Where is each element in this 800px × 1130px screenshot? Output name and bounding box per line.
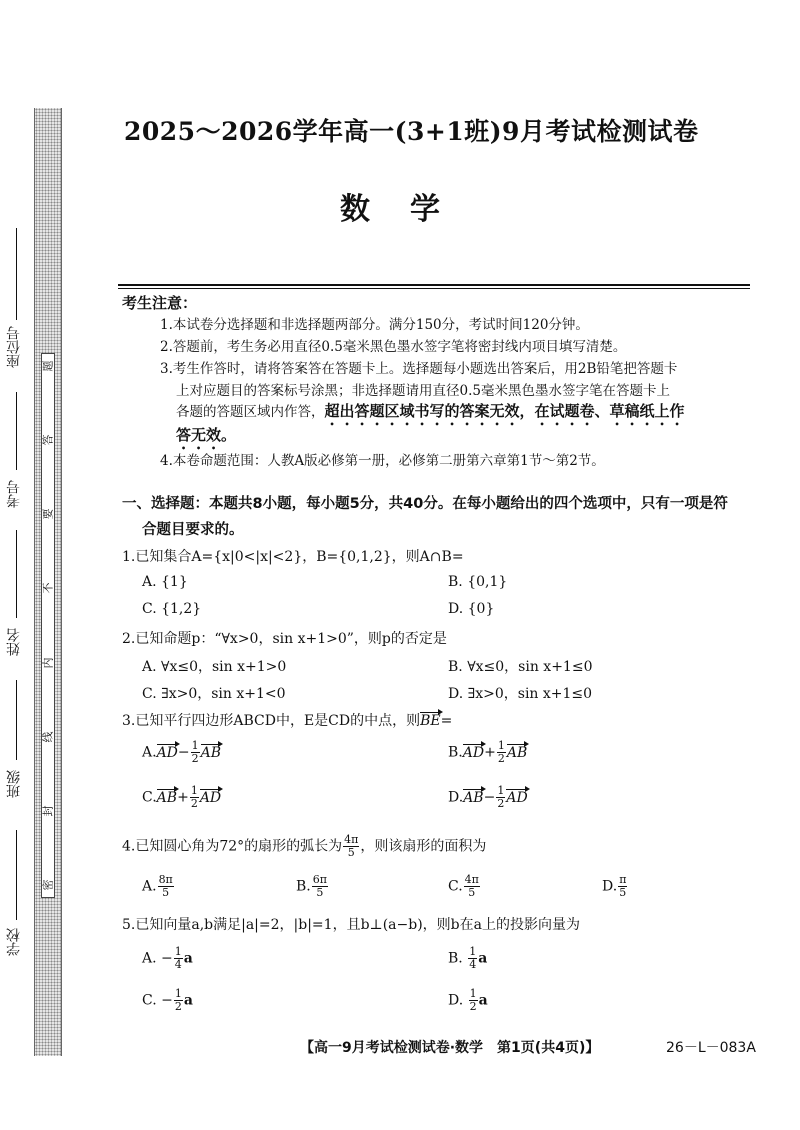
question-2-stem: 2.已知命题p：“∀x>0，sin x+1>0”，则p的否定是 (122, 631, 447, 647)
school-line (16, 830, 17, 920)
section-heading: 一、选择题：本题共8小题，每小题5分，共40分。在每小题给出的四个选项中，只有一项是符 (122, 496, 728, 512)
q3-a-fraction (191, 740, 200, 765)
exam-no-label: 考号 (6, 480, 22, 508)
q3-d-operator: − (483, 789, 496, 806)
notice-item-3-line2: 上对应题目的答案标号涂黑；非选择题请用直径0.5毫米黑色墨水签字笔在答题卡上 (176, 383, 670, 399)
q3-d-num: 1 (497, 784, 505, 797)
seal-char: 密 (41, 879, 54, 891)
q5-b-var: a (478, 950, 488, 967)
seal-char: 内 (41, 657, 54, 669)
q4-a-label: A. (142, 878, 157, 895)
q3-a-operator: − (177, 744, 190, 761)
name-line (16, 530, 17, 618)
question-5-stem: 5.已知向量a,b满足|a|=2，|b|=1，且b⊥(a−b)，则b在a上的投影向量为 (122, 917, 580, 933)
question-3-stem (122, 710, 752, 730)
q5-c-var: a (183, 992, 193, 1009)
q3-d-fraction (496, 785, 505, 810)
q5-d-num: 1 (469, 987, 477, 1000)
q4-b-label: B. (296, 878, 311, 895)
q3-b-label: B. (448, 744, 463, 761)
q3-option-c (142, 785, 221, 810)
q3-a-den: 2 (191, 752, 199, 765)
q3-a-label: A. (142, 744, 157, 761)
seal-char: 答 (41, 434, 54, 446)
q5-a-den: 4 (174, 958, 182, 971)
q3-a-vector-1: AD (156, 744, 178, 761)
class-label: 班级 (6, 770, 22, 798)
q1-option-a: A. {1} (142, 574, 188, 590)
notice-title: 考生注意： (122, 294, 198, 312)
exam-title: 2025～2026学年高一(3+1班)9月考试检测试卷 (124, 117, 699, 146)
seal-char: 题 (41, 360, 54, 372)
q4-b-fraction (312, 874, 328, 899)
q4-stem-den: 5 (347, 846, 355, 859)
q5-b-den: 4 (469, 958, 477, 971)
q3-vector-be: BE (420, 713, 441, 729)
q5-option-c (142, 988, 193, 1013)
q4-option-a (142, 874, 175, 899)
q5-c-den: 2 (174, 1000, 182, 1013)
q4-stem-text: 4.已知圆心角为72°的扇形的弧长为 (122, 838, 343, 855)
q4-a-den: 5 (162, 886, 170, 899)
q3-d-den: 2 (497, 797, 505, 810)
q3-option-b (448, 740, 527, 765)
q5-a-label: A. (142, 950, 157, 967)
q4-stem-fraction (343, 834, 359, 859)
q2-option-a: A. ∀x≤0，sin x+1>0 (142, 659, 287, 675)
notice-item-3-line4: 答无效。 (176, 426, 237, 444)
seal-char: 线 (41, 731, 54, 743)
q4-option-d (602, 874, 628, 899)
q3-b-vector-2: AB (506, 744, 528, 761)
seal-char: 要 (41, 508, 54, 520)
seat-label: 座位号 (6, 326, 22, 368)
seal-strip (34, 108, 62, 1056)
q5-option-b (448, 946, 487, 971)
notice-item-3-plain: 各题的答题区域内作答， (176, 404, 325, 420)
q4-stem-end: ，则该扇形的面积为 (360, 838, 487, 855)
q5-b-label: B. (448, 950, 463, 967)
q4-d-fraction (618, 874, 627, 899)
q3-c-fraction (190, 785, 199, 810)
q2-option-d: D. ∃x>0，sin x+1≤0 (448, 686, 593, 702)
q5-c-num: 1 (174, 987, 182, 1000)
q5-a-num: 1 (174, 945, 182, 958)
notice-item-4: 4.本卷命题范围：人教A版必修第一册，必修第二册第六章第1节～第2节。 (160, 453, 605, 469)
q3-d-vector-1: AB (463, 789, 484, 806)
question-1-stem: 1.已知集合A={x|0<|x|<2}，B={0,1,2}，则A∩B= (122, 549, 464, 565)
notice-item-3-line1: 3.考生作答时，请将答案答在答题卡上。选择题每小题选出答案后，用2B铅笔把答题卡 (160, 361, 678, 377)
q4-c-fraction (464, 874, 480, 899)
q3-stem-text: 3.已知平行四边形ABCD中，E是CD的中点，则 (122, 713, 421, 729)
q5-b-fraction (468, 946, 477, 971)
q3-stem-end: = (440, 713, 453, 729)
binding-margin (0, 0, 34, 1130)
q4-c-label: C. (448, 878, 463, 895)
question-4-stem (122, 834, 752, 859)
q5-c-label: C. (142, 992, 157, 1009)
school-label: 学校 (6, 928, 22, 956)
q3-c-label: C. (142, 789, 157, 806)
q3-d-vector-2: AD (506, 789, 528, 806)
q5-d-label: D. (448, 992, 464, 1009)
q5-option-a (142, 946, 193, 971)
q3-b-num: 1 (497, 739, 505, 752)
q5-d-fraction (469, 988, 478, 1013)
q3-c-operator: + (177, 789, 189, 806)
q5-d-var: a (478, 992, 488, 1009)
exam-no-line (16, 392, 17, 470)
q3-b-fraction (497, 740, 506, 765)
q3-c-vector-2: AD (199, 789, 222, 806)
q3-c-num: 1 (190, 784, 198, 797)
q5-c-sign: − (161, 992, 173, 1009)
class-line (16, 680, 17, 760)
notice-item-1: 1.本试卷分选择题和非选择题两部分。满分150分，考试时间120分钟。 (160, 317, 589, 333)
header-rule (118, 284, 750, 286)
q3-option-d (448, 785, 528, 810)
seal-char: 不 (41, 582, 54, 594)
q4-stem-num: 4π (344, 833, 359, 846)
q3-c-vector-1: AB (156, 789, 178, 806)
q5-option-d (448, 988, 488, 1013)
q4-option-b (296, 874, 329, 899)
q4-c-den: 5 (468, 886, 476, 899)
name-label: 姓名 (6, 628, 22, 656)
q5-a-var: a (183, 950, 193, 967)
page-footer: 【高一9月考试检测试卷·数学 第1页(共4页)】 (300, 1040, 600, 1056)
q5-d-den: 2 (469, 1000, 477, 1013)
q3-a-num: 1 (191, 739, 199, 752)
seal-char: 封 (41, 805, 54, 817)
q4-a-num: 8π (158, 873, 173, 886)
q3-b-vector-1: AD (462, 744, 485, 761)
seal-warning (41, 353, 55, 898)
q1-option-c: C. {1,2} (142, 601, 202, 617)
q3-b-operator: + (484, 744, 496, 761)
q4-d-label: D. (602, 878, 618, 895)
q5-a-fraction (174, 946, 183, 971)
q5-c-fraction (174, 988, 183, 1013)
q1-option-d: D. {0} (448, 601, 495, 617)
q4-b-den: 5 (316, 886, 324, 899)
q3-a-vector-2: AB (200, 744, 222, 761)
q4-d-den: 5 (619, 886, 627, 899)
q3-option-a (142, 740, 221, 765)
q5-b-num: 1 (469, 945, 477, 958)
header-rule-thin (118, 288, 750, 289)
q4-d-num: π (619, 873, 627, 886)
q5-a-sign: − (161, 950, 173, 967)
q4-option-c (448, 874, 481, 899)
section-heading-cont: 合题目要求的。 (142, 522, 244, 538)
q4-b-num: 6π (312, 873, 327, 886)
q3-c-den: 2 (190, 797, 198, 810)
q3-d-label: D. (448, 789, 464, 806)
q4-c-num: 4π (464, 873, 479, 886)
q3-b-den: 2 (497, 752, 505, 765)
q1-option-b: B. {0,1} (448, 574, 508, 590)
q4-a-fraction (158, 874, 174, 899)
q2-option-c: C. ∃x>0，sin x+1<0 (142, 686, 286, 702)
notice-item-3-bold: 超出答题区域书写的答案无效，在试题卷、草稿纸上作 (324, 402, 685, 420)
subject-title: 数学 (340, 192, 480, 227)
notice-item-2: 2.答题前，考生务必用直径0.5毫米黑色墨水签字笔将密封线内项目填写清楚。 (160, 339, 627, 355)
seat-line (16, 228, 17, 320)
q2-option-b: B. ∀x≤0，sin x+1≤0 (448, 659, 593, 675)
paper-code: 26－L－083A (666, 1040, 756, 1056)
